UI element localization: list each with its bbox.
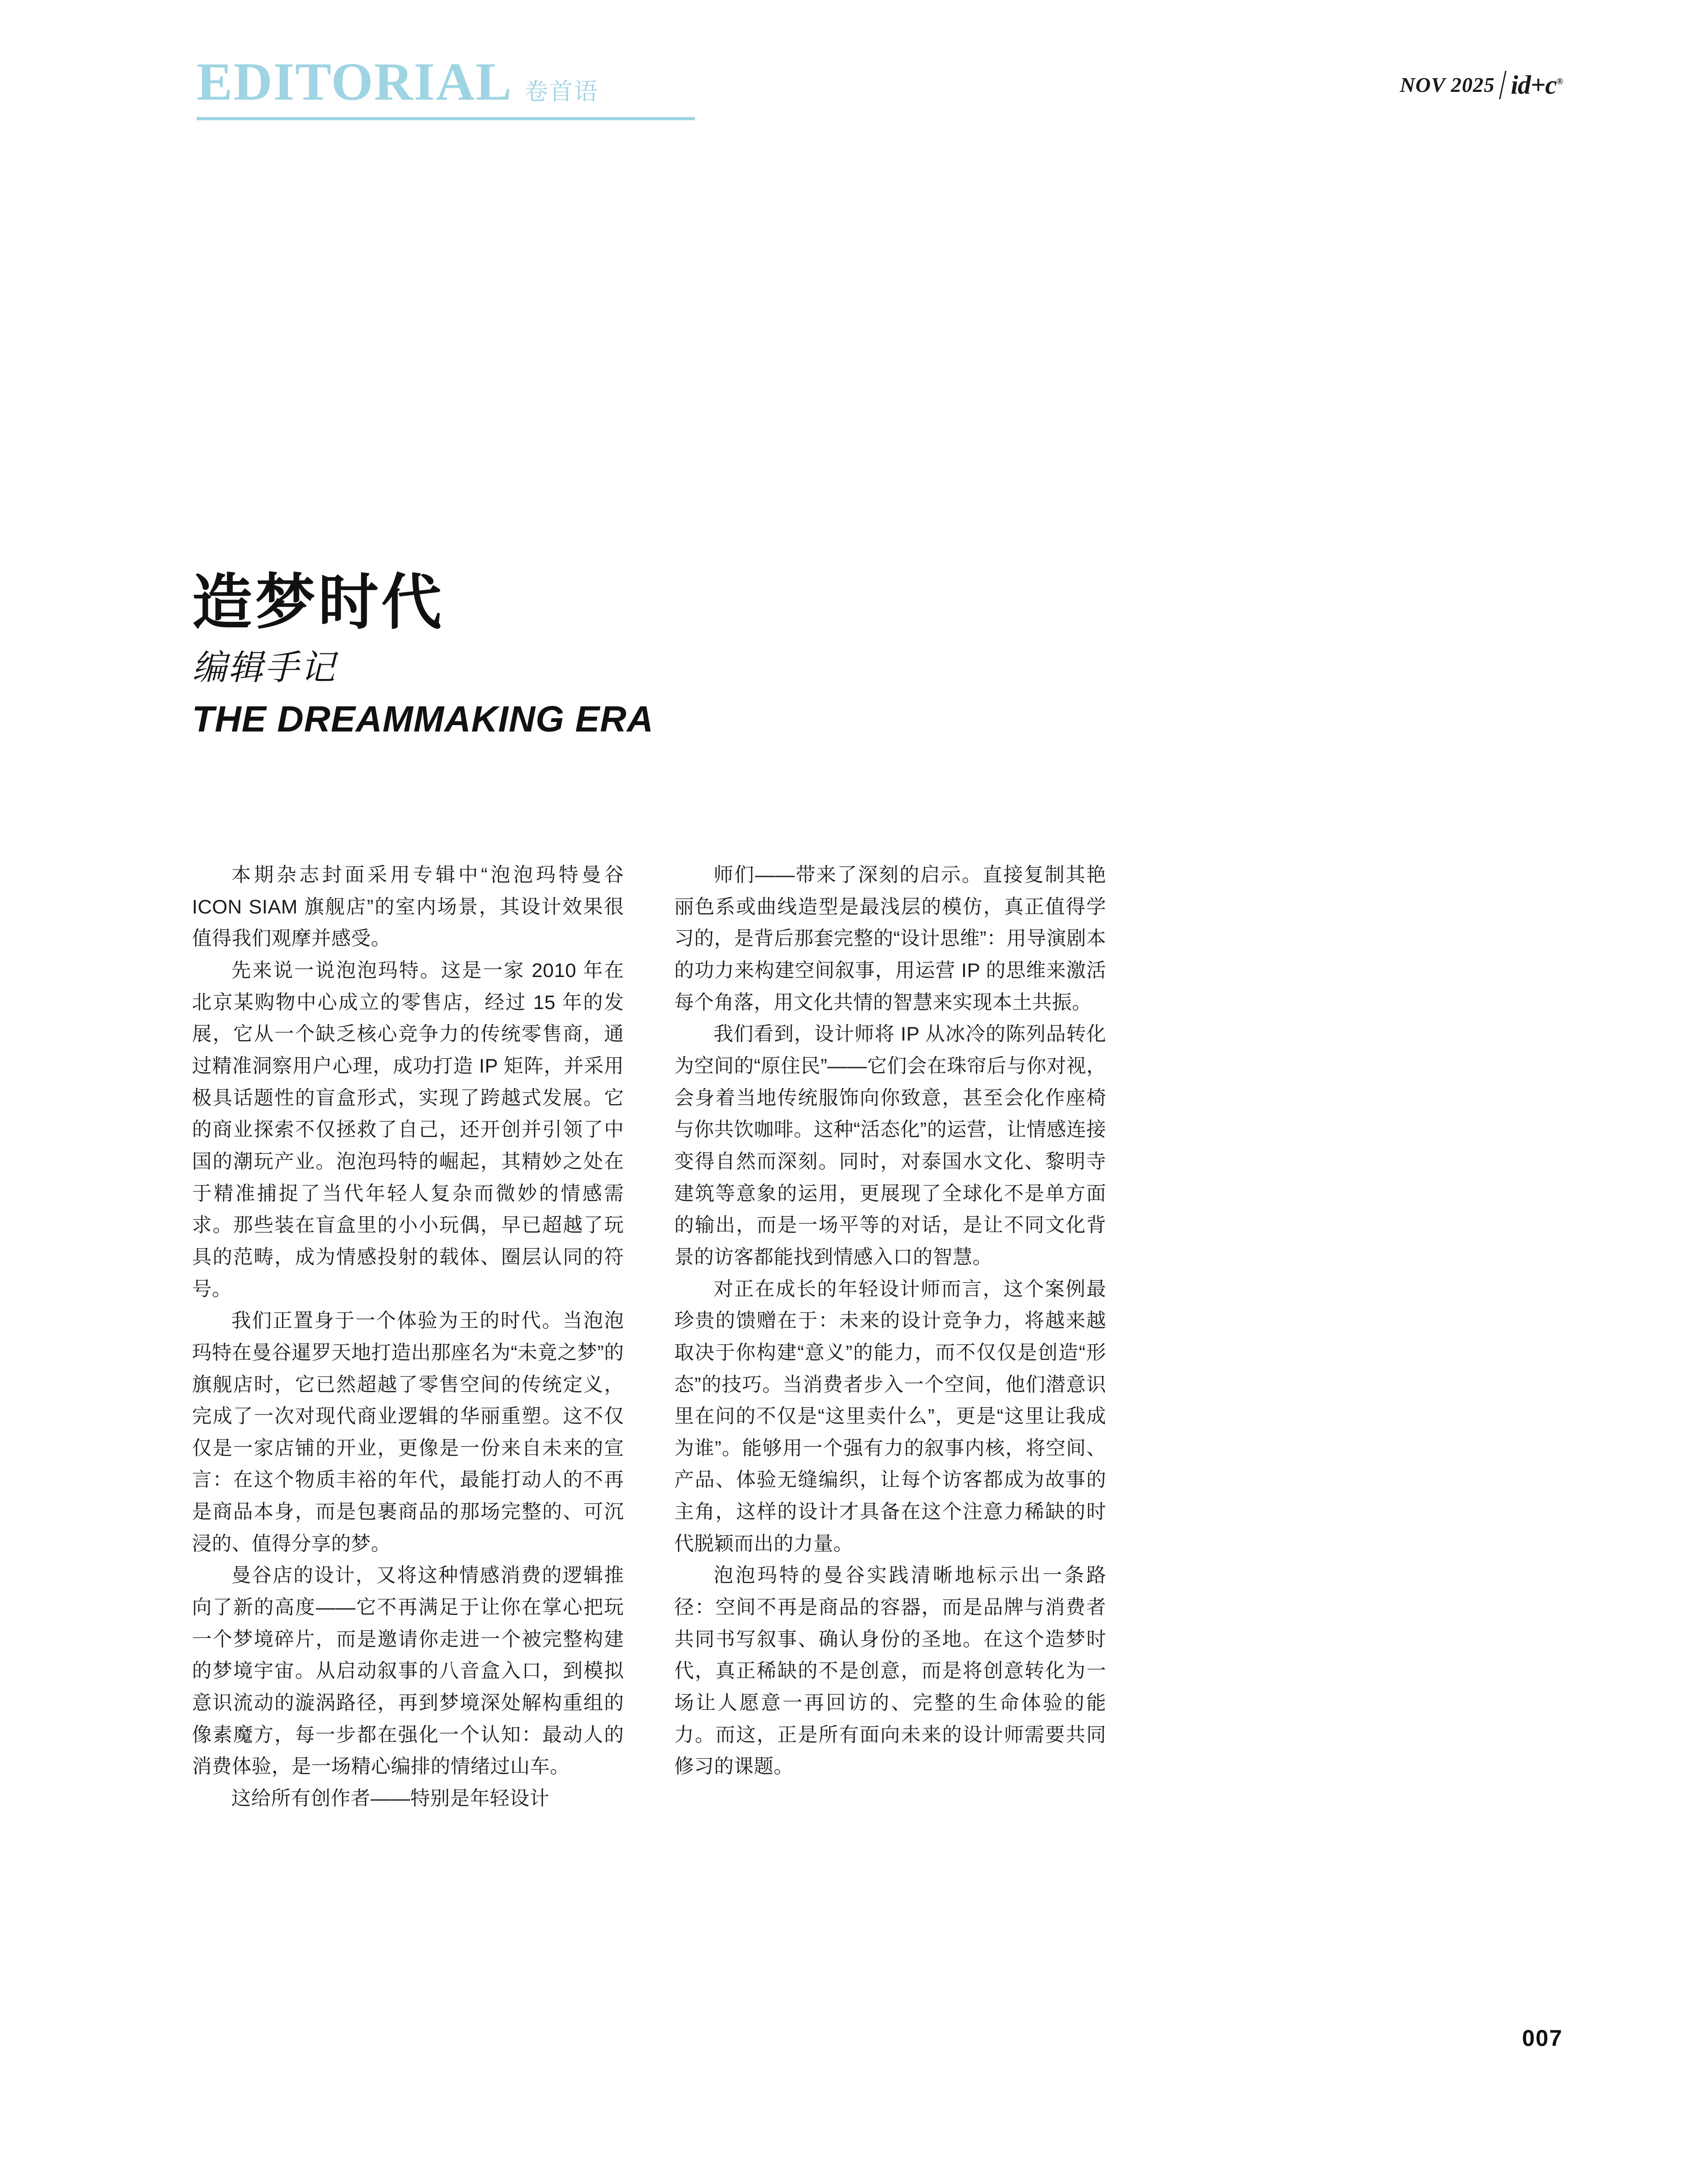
idc-logo (1511, 69, 1563, 100)
paragraph: 师们——带来了深刻的启示。直接复制其艳丽色系或曲线造型是最浅层的模仿，真正值得学习的，是背后那套完整的“设计思维”：用导演剧本的功力来构建空间叙事，用运营 IP 的思维来激活每个角落，用文化共情的智慧来实现本土共振。 (674, 864, 1106, 1014)
header-issue-block (1400, 69, 1563, 100)
logo-divider (1499, 71, 1507, 99)
masthead (197, 52, 599, 112)
column-right (674, 860, 1106, 1815)
masthead-title-cn: 卷首语 (524, 79, 599, 105)
paragraph: 泡泡玛特的曼谷实践清晰地标示出一条路径：空间不再是商品的容器，而是品牌与消费者共同书写叙事、确认身份的圣地。在这个造梦时代，真正稀缺的不是创意，而是将创意转化为一场让人愿意一再回访的、完整的生命体验的能力。而这，正是所有面向未来的设计师需要共同修习的课题。 (674, 1565, 1106, 1778)
column-left (192, 860, 624, 1815)
masthead-title-en: EDITORIAL (197, 52, 513, 112)
article-title-block (192, 569, 1152, 741)
paragraph: 这给所有创作者——特别是年轻设计 (231, 1788, 549, 1810)
paragraph: 我们正置身于一个体验为王的时代。当泡泡玛特在曼谷暹罗天地打造出那座名为“未竟之梦”的旗舰店时，它已然超越了零售空间的传统定义，完成了一次对现代商业逻辑的华丽重塑。这不仅仅是一家店铺的开业，更像是一份来自未来的宣言：在这个物质丰裕的年代，最能打动人的不再是商品本身，而是包裹商品的那场完整的、可沉浸的、值得分享的梦。 (192, 1310, 624, 1555)
page-header (197, 52, 1563, 119)
issue-date: NOV 2025 (1400, 73, 1495, 96)
paragraph: 本期杂志封面采用专辑中“泡泡玛特曼谷 ICON SIAM 旗舰店”的室内场景，其设计效果很值得我们观摩并感受。 (192, 864, 624, 950)
masthead-rule (197, 117, 695, 120)
paragraph: 曼谷店的设计，又将这种情感消费的逻辑推向了新的高度——它不再满足于让你在掌心把玩一个梦境碎片，而是邀请你走进一个被完整构建的梦境宇宙。从启动叙事的八音盒入口，到模拟意识流动的漩涡路径，再到梦境深处解构重组的像素魔方，每一步都在强化一个认知：最动人的消费体验，是一场精心编排的情绪过山车。 (192, 1565, 624, 1778)
idc-logo-text: id+c (1511, 70, 1557, 100)
page-number: 007 (1522, 2025, 1563, 2051)
page-subtitle-cn: 编辑手记 (192, 649, 336, 688)
article-body (192, 860, 1106, 1815)
paragraph: 先来说一说泡泡玛特。这是一家 2010 年在北京某购物中心成立的零售店，经过 15 年的发展，它从一个缺乏核心竞争力的传统零售商，通过精准洞察用户心理，成功打造 IP 矩阵，并采用极具话题性的盲盒形式，实现了跨越式发展。它的商业探索不仅拯救了自己，还开创并引领了中国的潮玩产业。泡泡玛特的崛起，其精妙之处在于精准捕捉了当代年轻人复杂而微妙的情感需求。那些装在盲盒里的小小玩偶，早已超越了玩具的范畴，成为情感投射的载体、圈层认同的符号。 (192, 959, 624, 1300)
registered-mark-icon: ® (1556, 76, 1563, 87)
page-title-en: THE DREAMMAKING ERA (192, 699, 654, 740)
paragraph: 对正在成长的年轻设计师而言，这个案例最珍贵的馈赠在于：未来的设计竞争力，将越来越取决于你构建“意义”的能力，而不仅仅是创造“形态”的技巧。当消费者步入一个空间，他们潜意识里在问的不仅是“这里卖什么”，更是“这里让我成为谁”。能够用一个强有力的叙事内核，将空间、产品、体验无缝编织，让每个访客都成为故事的主角，这样的设计才具备在这个注意力稀缺的时代脱颖而出的力量。 (674, 1278, 1106, 1555)
paragraph: 我们看到，设计师将 IP 从冰冷的陈列品转化为空间的“原住民”——它们会在珠帘后与你对视，会身着当地传统服饰向你致意，甚至会化作座椅与你共饮咖啡。这种“活态化”的运营，让情感连接变得自然而深刻。同时，对泰国水文化、黎明寺建筑等意象的运用，更展现了全球化不是单方面的输出，而是一场平等的对话，是让不同文化背景的访客都能找到情感入口的智慧。 (674, 1023, 1106, 1268)
page-title: 造梦时代 (192, 569, 444, 636)
